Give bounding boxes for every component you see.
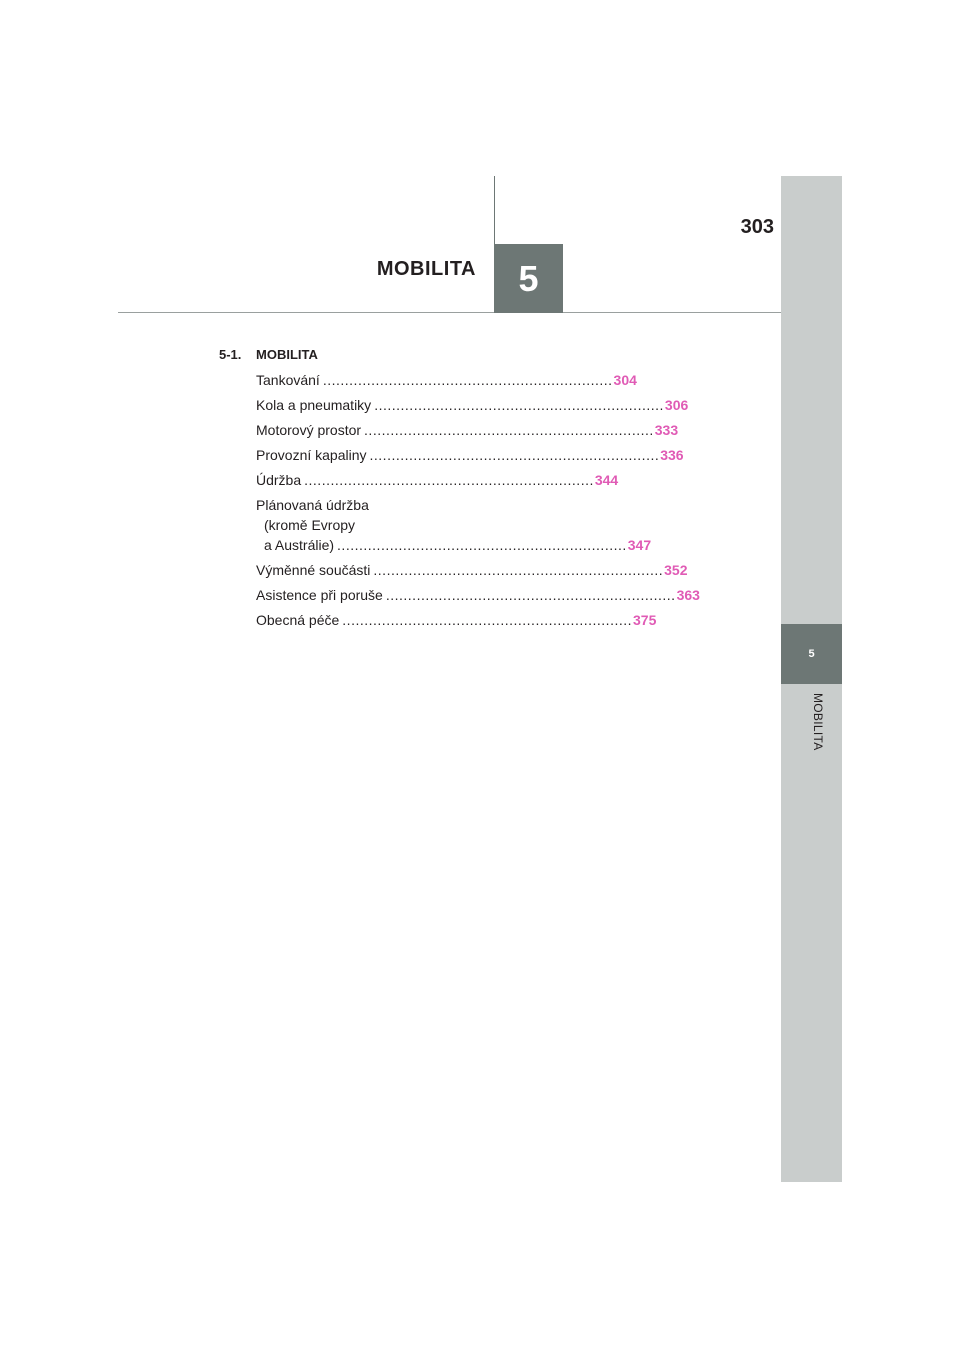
table-of-contents [256, 370, 700, 635]
toc-entry-title: Údržba [256, 472, 302, 488]
toc-section-number: 5-1. [219, 347, 242, 362]
side-chapter-label: MOBILITA [811, 693, 825, 751]
toc-entry-title-line: Plánovaná údržba [256, 497, 369, 513]
toc-leader-dots: .................................................................. [337, 537, 627, 553]
toc-leader-dots: .................................................................. [304, 472, 594, 488]
toc-page-link[interactable]: 304 [613, 372, 637, 388]
toc-entry-motorovy-prostor[interactable] [256, 420, 679, 440]
toc-page-link[interactable]: 344 [594, 472, 619, 488]
toc-section-title: MOBILITA [256, 347, 318, 362]
toc-entry-kola[interactable] [256, 395, 689, 415]
toc-leader-dots: .................................................................. [373, 562, 664, 578]
toc-entry-tankovani[interactable] [256, 370, 637, 390]
toc-leader-dots: .................................................................. [364, 422, 654, 438]
toc-entry-asistence[interactable] [256, 585, 700, 605]
toc-entry-title-line: (kromě Evropy [264, 517, 356, 533]
toc-entry-title: Tankování [256, 372, 320, 388]
toc-leader-dots: .................................................................. [369, 447, 660, 463]
toc-page-link[interactable]: 306 [664, 397, 689, 413]
toc-page-link[interactable]: 375 [633, 612, 657, 628]
toc-page-link[interactable]: 352 [664, 562, 688, 578]
side-chapter-tab[interactable] [781, 624, 842, 684]
side-chapter-number: 5 [808, 648, 815, 660]
toc-leader-dots: .................................................................. [322, 372, 613, 388]
toc-entry-title: Motorový prostor [256, 422, 362, 438]
toc-entry-title: Obecná péče [256, 612, 340, 628]
chapter-number: 5 [518, 257, 539, 299]
toc-entry-title-line: a Austrálie) [264, 537, 335, 553]
toc-entry-title: Asistence při poruše [256, 587, 383, 603]
toc-entry-obecna-pece[interactable] [256, 610, 657, 630]
chapter-title: MOBILITA [376, 258, 476, 280]
toc-entry-provozni-kapaliny[interactable] [256, 445, 684, 465]
header-divider-vertical [494, 176, 495, 244]
chapter-number-box [494, 244, 563, 313]
toc-leader-dots: .................................................................. [374, 397, 664, 413]
toc-entry-vymenne-soucasti[interactable] [256, 560, 688, 580]
toc-leader-dots: .................................................................. [385, 587, 676, 603]
toc-page-link[interactable]: 333 [654, 422, 679, 438]
page-number: 303 [740, 216, 774, 238]
toc-entry-udrzba[interactable] [256, 470, 619, 490]
toc-page-link[interactable]: 347 [627, 537, 652, 553]
toc-entry-title: Výměnné součásti [256, 562, 371, 578]
toc-entry-title: Provozní kapaliny [256, 447, 367, 463]
header-divider-horizontal [118, 312, 781, 313]
toc-entry-title: Kola a pneumatiky [256, 397, 372, 413]
toc-page-link[interactable]: 363 [676, 587, 700, 603]
toc-leader-dots: .................................................................. [342, 612, 633, 628]
toc-entry-planovana-udrzba[interactable] [256, 495, 652, 555]
toc-section-heading [219, 347, 318, 362]
toc-page-link[interactable]: 336 [660, 447, 684, 463]
